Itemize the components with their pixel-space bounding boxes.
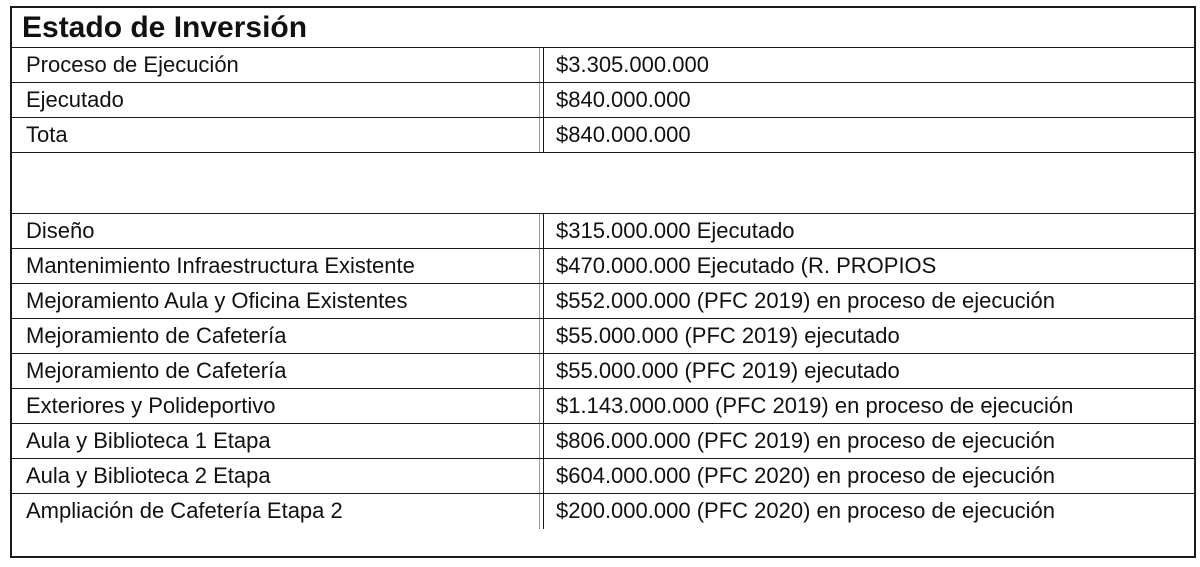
row-label: Proceso de Ejecución — [12, 48, 544, 82]
row-value: $840.000.000 — [556, 87, 691, 112]
table-row — [12, 424, 1194, 459]
row-label: Ejecutado — [12, 83, 544, 117]
table-row — [12, 319, 1194, 354]
row-label: Mejoramiento Aula y Oficina Existentes — [12, 284, 544, 318]
row-value: $315.000.000 Ejecutado — [556, 218, 795, 243]
row-value: $552.000.000 (PFC 2019) en proceso de ejecución — [556, 288, 1056, 313]
row-value: $1.143.000.000 (PFC 2019) en proceso de ejecución — [556, 393, 1074, 418]
row-label: Mantenimiento Infraestructura Existente — [12, 249, 544, 283]
investment-status-table — [10, 6, 1196, 558]
table-row — [12, 214, 1194, 249]
table-row — [12, 494, 1194, 529]
table-row — [12, 459, 1194, 494]
summary-row-execution-process — [12, 48, 1194, 83]
table-row — [12, 249, 1194, 284]
table-row — [12, 389, 1194, 424]
row-value: $840.000.000 — [556, 122, 691, 147]
row-label: Ampliación de Cafetería Etapa 2 — [12, 494, 544, 529]
table-row — [12, 354, 1194, 389]
row-label: Tota — [12, 118, 544, 152]
row-label: Mejoramiento de Cafetería — [12, 354, 544, 388]
row-label: Mejoramiento de Cafetería — [12, 319, 544, 353]
row-value: $55.000.000 (PFC 2019) ejecutado — [556, 323, 900, 348]
row-value: $3.305.000.000 — [556, 52, 709, 77]
table-row — [12, 284, 1194, 319]
row-value: $200.000.000 (PFC 2020) en proceso de ejecución — [556, 498, 1056, 523]
row-label: Aula y Biblioteca 1 Etapa — [12, 424, 544, 458]
table-title: Estado de Inversión — [12, 8, 1194, 48]
blank-separator-row — [12, 153, 1194, 214]
row-label: Exteriores y Polideportivo — [12, 389, 544, 423]
row-label: Diseño — [12, 214, 544, 248]
row-value: $806.000.000 (PFC 2019) en proceso de ejecución — [556, 428, 1056, 453]
row-value: $55.000.000 (PFC 2019) ejecutado — [556, 358, 900, 383]
row-value: $470.000.000 Ejecutado (R. PROPIOS — [556, 253, 937, 278]
row-value: $604.000.000 (PFC 2020) en proceso de ejecución — [556, 463, 1056, 488]
summary-row-executed — [12, 83, 1194, 118]
summary-row-total — [12, 118, 1194, 153]
row-label: Aula y Biblioteca 2 Etapa — [12, 459, 544, 493]
